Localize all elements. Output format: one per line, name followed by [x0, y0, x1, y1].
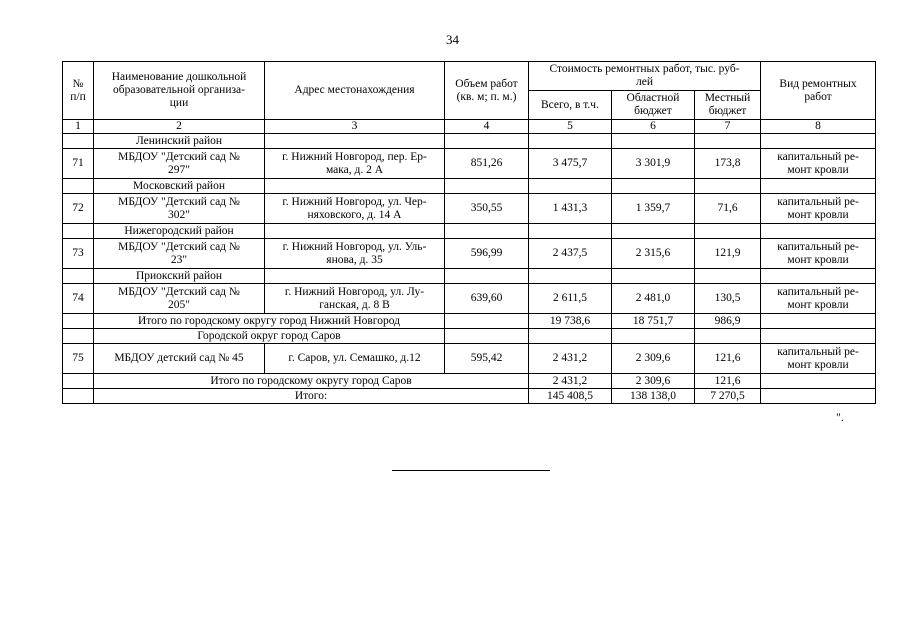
grand-total-regional: 138 138,0 [612, 389, 695, 404]
row-number: 74 [63, 284, 94, 314]
district-row [63, 329, 876, 344]
column-number: 7 [695, 120, 761, 134]
cost-total: 3 475,7 [529, 149, 612, 179]
cost-regional: 2 309,6 [612, 344, 695, 374]
column-number-row [63, 120, 876, 134]
cost-local: 121,6 [695, 344, 761, 374]
work-volume: 596,99 [445, 239, 529, 269]
column-number: 3 [265, 120, 445, 134]
header-volume: Объем работ (кв. м; п. м.) [445, 62, 529, 120]
subtotal-total: 2 431,2 [529, 374, 612, 389]
cost-local: 121,9 [695, 239, 761, 269]
header-total: Всего, в т.ч. [529, 91, 612, 120]
header-work-type: Вид ремонтных работ [761, 62, 876, 120]
work-volume: 639,60 [445, 284, 529, 314]
subtotal-row-nizhny-novgorod [63, 314, 876, 329]
row-number: 71 [63, 149, 94, 179]
organization-address: г. Нижний Новгород, ул. Чер- няховского, д. 14 А [265, 194, 445, 224]
subtotal-local: 121,6 [695, 374, 761, 389]
header-organization-name: Наименование дошкольной образовательной организа- ции [94, 62, 265, 120]
grand-total-local: 7 270,5 [695, 389, 761, 404]
organization-address: г. Нижний Новгород, пер. Ер- мака, д. 2 А [265, 149, 445, 179]
cost-local: 130,5 [695, 284, 761, 314]
work-type: капитальный ре- монт кровли [761, 344, 876, 374]
district-name: Ленинский район [94, 134, 265, 149]
row-number: 75 [63, 344, 94, 374]
organization-address: г. Нижний Новгород, ул. Лу- ганская, д. 8 В [265, 284, 445, 314]
header-local-budget: Местный бюджет [695, 91, 761, 120]
subtotal-label: Итого по городскому округу город Нижний Новгород [94, 314, 445, 329]
header-cost-group: Стоимость ремонтных работ, тыс. руб- лей [529, 62, 761, 91]
organization-address: г. Саров, ул. Семашко, д.12 [265, 344, 445, 374]
subtotal-regional: 2 309,6 [612, 374, 695, 389]
work-type: капитальный ре- монт кровли [761, 194, 876, 224]
work-type: капитальный ре- монт кровли [761, 284, 876, 314]
table-row [63, 344, 876, 374]
subtotal-regional: 18 751,7 [612, 314, 695, 329]
column-number: 4 [445, 120, 529, 134]
header-number: № п/п [63, 62, 94, 120]
organization-name: МБДОУ "Детский сад № 297" [94, 149, 265, 179]
district-name: Городской округ город Саров [94, 329, 445, 344]
header-row [63, 62, 876, 91]
district-name: Нижегородский район [94, 224, 265, 239]
work-volume: 851,26 [445, 149, 529, 179]
page-number: 34 [446, 32, 459, 47]
work-volume: 595,42 [445, 344, 529, 374]
work-volume: 350,55 [445, 194, 529, 224]
organization-address: г. Нижний Новгород, ул. Уль- янова, д. 35 [265, 239, 445, 269]
cost-total: 1 431,3 [529, 194, 612, 224]
subtotal-local: 986,9 [695, 314, 761, 329]
table-row [63, 149, 876, 179]
cost-regional: 2 481,0 [612, 284, 695, 314]
column-number: 2 [94, 120, 265, 134]
cost-total: 2 437,5 [529, 239, 612, 269]
column-number: 6 [612, 120, 695, 134]
organization-name: МБДОУ детский сад № 45 [94, 344, 265, 374]
separator-line [392, 470, 550, 471]
cost-total: 2 611,5 [529, 284, 612, 314]
column-number: 1 [63, 120, 94, 134]
district-row [63, 179, 876, 194]
subtotal-label: Итого по городскому округу город Саров [94, 374, 529, 389]
cost-local: 71,6 [695, 194, 761, 224]
column-number: 5 [529, 120, 612, 134]
grand-total-row [63, 389, 876, 404]
organization-name: МБДОУ "Детский сад № 23" [94, 239, 265, 269]
work-type: капитальный ре- монт кровли [761, 149, 876, 179]
district-row [63, 134, 876, 149]
work-type: капитальный ре- монт кровли [761, 239, 876, 269]
column-number: 8 [761, 120, 876, 134]
header-address: Адрес местонахождения [265, 62, 445, 120]
grand-total-total: 145 408,5 [529, 389, 612, 404]
table-row [63, 239, 876, 269]
closing-quote-mark: ". [836, 410, 844, 424]
subtotal-total: 19 738,6 [529, 314, 612, 329]
district-row [63, 269, 876, 284]
header-regional-budget: Областной бюджет [612, 91, 695, 120]
cost-total: 2 431,2 [529, 344, 612, 374]
table-row [63, 284, 876, 314]
cost-regional: 2 315,6 [612, 239, 695, 269]
repair-cost-table [62, 61, 876, 404]
organization-name: МБДОУ "Детский сад № 302" [94, 194, 265, 224]
subtotal-row-sarov [63, 374, 876, 389]
cost-local: 173,8 [695, 149, 761, 179]
organization-name: МБДОУ "Детский сад № 205" [94, 284, 265, 314]
table-row [63, 194, 876, 224]
cost-regional: 1 359,7 [612, 194, 695, 224]
grand-total-label: Итого: [94, 389, 529, 404]
cost-regional: 3 301,9 [612, 149, 695, 179]
district-name: Московский район [94, 179, 265, 194]
row-number: 73 [63, 239, 94, 269]
row-number: 72 [63, 194, 94, 224]
district-name: Приокский район [94, 269, 265, 284]
district-row [63, 224, 876, 239]
